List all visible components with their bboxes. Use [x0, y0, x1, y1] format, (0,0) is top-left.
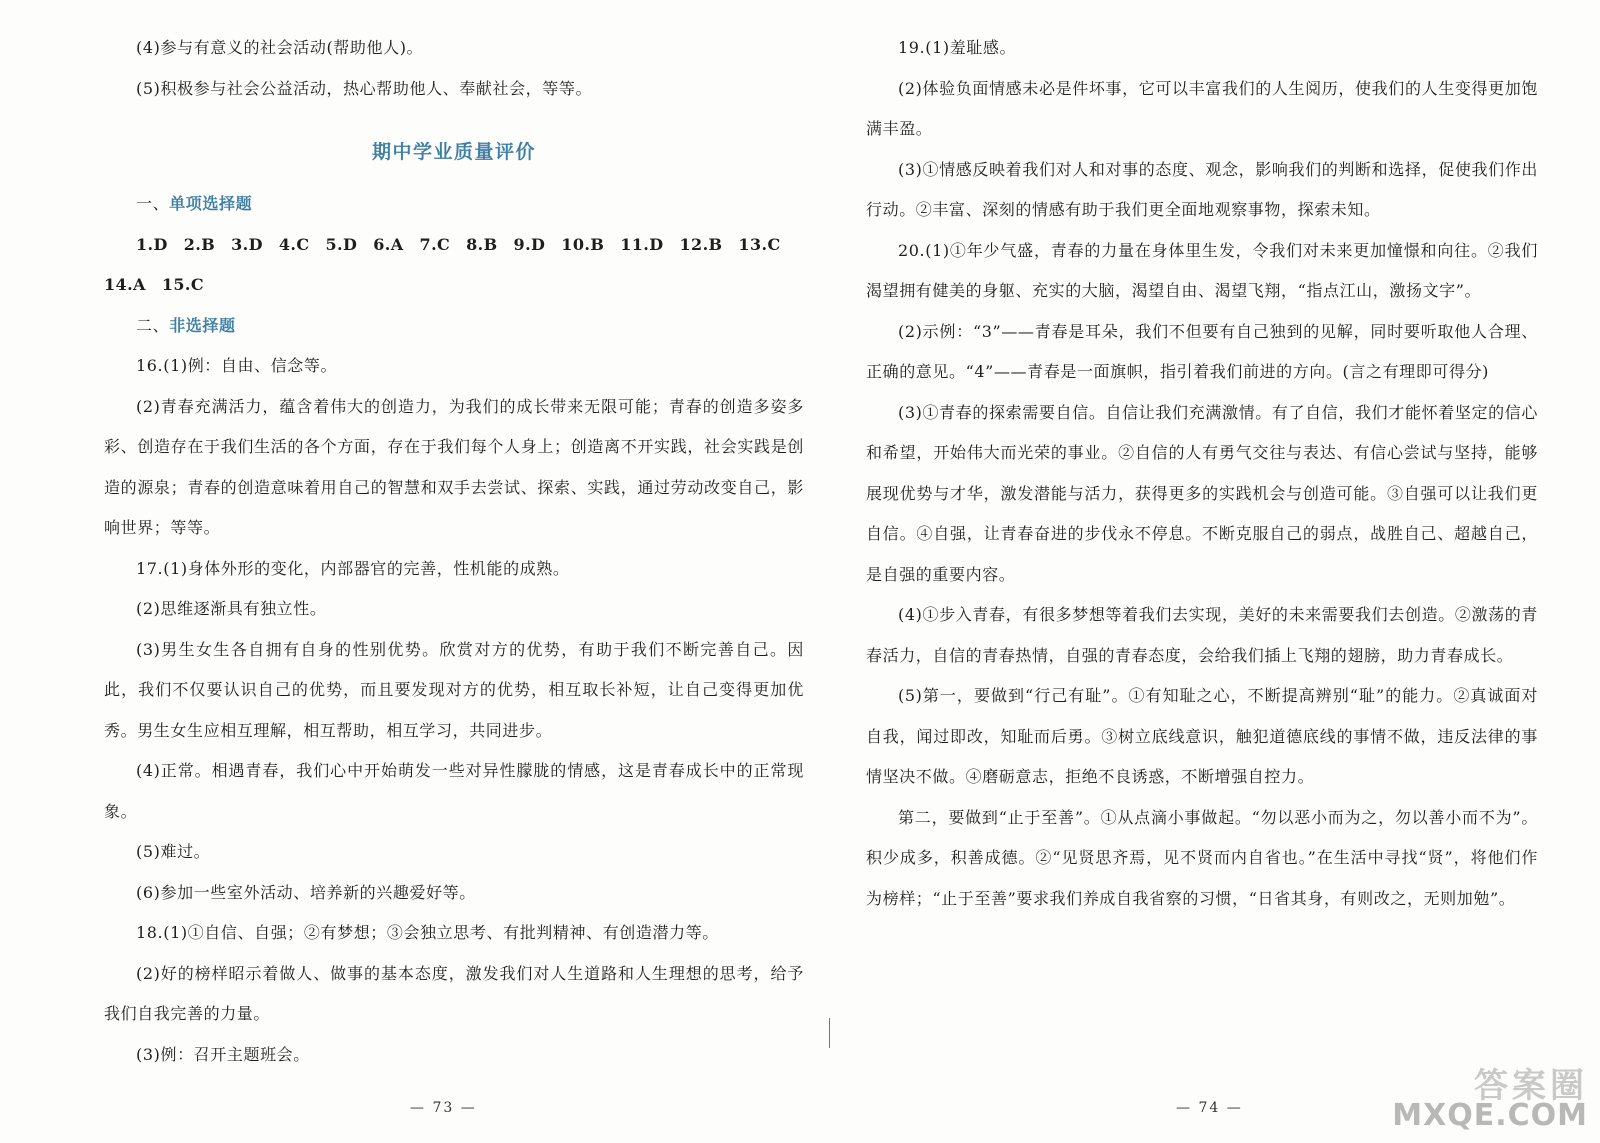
answer-q17-5: (5)难过。 [136, 842, 211, 861]
section-label: 非选择题 [169, 315, 236, 335]
right-column [866, 28, 1538, 919]
section-heading-choice [104, 184, 804, 225]
answer-q17-1: 17.(1)身体外形的变化，内部器官的完善，性机能的成熟。 [136, 558, 570, 578]
answer-q19-3: (3)①情感反映着我们对人和对事的态度、观念，影响我们的判断和选择，促使我们作出行动。②丰富、深刻的情感有助于我们更全面地观察事物，探索未知。 [866, 159, 1538, 219]
page-number-left: — 73 — [410, 1100, 477, 1116]
answer-q17-4: (4)正常。相遇青春，我们心中开始萌发一些对异性朦胧的情感，这是青春成长中的正常现象。 [104, 761, 804, 821]
section-number: 一、 [136, 194, 170, 213]
answer-q20-6: 第二，要做到“止于至善”。①从点滴小事做起。“勿以恶小而为之，勿以善小而不为”。积少成多，积善成德。②“见贤思齐焉，见不贤而内自省也。”在生活中寻找“贤”，将他们作为榜样；“止于至善”要求我们养成自我省察的习惯，“日省其身，有则改之，无则加勉”。 [866, 807, 1538, 908]
section-title: 期中学业质量评价 [371, 141, 536, 163]
section-label: 单项选择题 [169, 194, 253, 213]
watermark-url: MXQE.COM [1392, 1098, 1588, 1133]
answer-q17-3: (3)男生女生各自拥有自身的性别优势。欣赏对方的优势，有助于我们不断完善自己。因此，我们不仅要认识自己的优势，而且要发现对方的优势，相互取长补短，让自己变得更加优秀。男生女生应相互理解，相互帮助，相互学习，共同进步。 [104, 639, 804, 740]
watermark-text: 答案圈 [1474, 1066, 1588, 1106]
paragraph: (4)参与有意义的社会活动(帮助他人)。 [136, 38, 424, 57]
page-number-right: — 74 — [1176, 1100, 1243, 1116]
answer-q17-2: (2)思维逐渐具有独立性。 [136, 599, 327, 618]
answer-q20-5: (5)第一，要做到“行己有耻”。①有知耻之心，不断提高辨别“耻”的能力。②真诚面对自我，闻过即改，知耻而后勇。③树立底线意识，触犯道德底线的事情不做，违反法律的事情坚决不做。④磨砺意志，拒绝不良诱惑，不断增强自控力。 [866, 686, 1538, 786]
mc-answers-line: 1.D 2.B 3.D 4.C 5.D 6.A 7.C 8.B 9.D 10.B 11.D 12.B 13.C [136, 234, 781, 254]
answer-q18-3: (3)例：召开主题班会。 [136, 1044, 310, 1064]
answer-q19-2: (2)体验负面情感未必是件坏事，它可以丰富我们的人生阅历，使我们的人生变得更加饱满丰盈。 [866, 78, 1538, 138]
section-number: 二、 [136, 315, 170, 335]
watermark-logo [1378, 1058, 1588, 1138]
answer-q20-4: (4)①步入青春，有很多梦想等着我们去实现，美好的未来需要我们去创造。②激荡的青春活力，自信的青春热情，自强的青春态度，会给我们插上飞翔的翅膀，助力青春成长。 [866, 605, 1538, 665]
answer-q19-1: 19.(1)羞耻感。 [898, 38, 1017, 57]
answer-q16-1: 16.(1)例：自由、信念等。 [136, 356, 338, 375]
paragraph: (5)积极参与社会公益活动，热心帮助他人、奉献社会，等等。 [136, 78, 593, 98]
right-page [800, 0, 1600, 1143]
answer-q20-2: (2)示例：“3”——青春是耳朵，我们不但要有自己独到的见解，同时要听取他人合理、正确的意见。“4”——青春是一面旗帜，指引着我们前进的方向。(言之有理即可得分) [866, 321, 1538, 381]
answer-q18-1: 18.(1)①自信、自强；②有梦想；③会独立思考、有批判精神、有创造潜力等。 [136, 923, 719, 942]
answer-q18-2: (2)好的榜样昭示着做人、做事的基本态度，激发我们对人生道路和人生理想的思考，给予我们自我完善的力量。 [104, 963, 804, 1023]
answer-q20-3: (3)①青春的探索需要自信。自信让我们充满激情。有了自信，我们才能怀着坚定的信心和希望，开始伟大而光荣的事业。②自信的人有勇气交往与表达、有信心尝试与坚持，能够展现优势与才华，激发潜能与活力，获得更多的实践机会与创造可能。③自强可以让我们更自信。④自强，让青春奋进的步伐永不停息。不断克服自己的弱点，战胜自己、超越自己，是自强的重要内容。 [866, 402, 1538, 584]
answer-q16-2: (2)青春充满活力，蕴含着伟大的创造力，为我们的成长带来无限可能；青春的创造多姿多彩、创造存在于我们生活的各个方面，存在于我们每个人身上；创造离不开实践，社会实践是创造的源泉；青春的创造意味着用自己的智慧和双手去尝试、探索、实践，通过劳动改变自己，影响世界；等等。 [104, 396, 804, 537]
mc-answers-line: 14.A 15.C [104, 275, 204, 294]
answer-q20-1: 20.(1)①年少气盛，青春的力量在身体里生发，令我们对未来更加憧憬和向往。②我们渴望拥有健美的身躯、充实的大脑，渴望自由、渴望飞翔，“指点江山，激扬文字”。 [866, 240, 1538, 300]
section-heading-nonchoice [104, 306, 804, 347]
left-column [104, 28, 804, 1075]
answer-q17-6: (6)参加一些室外活动、培养新的兴趣爱好等。 [136, 882, 476, 902]
